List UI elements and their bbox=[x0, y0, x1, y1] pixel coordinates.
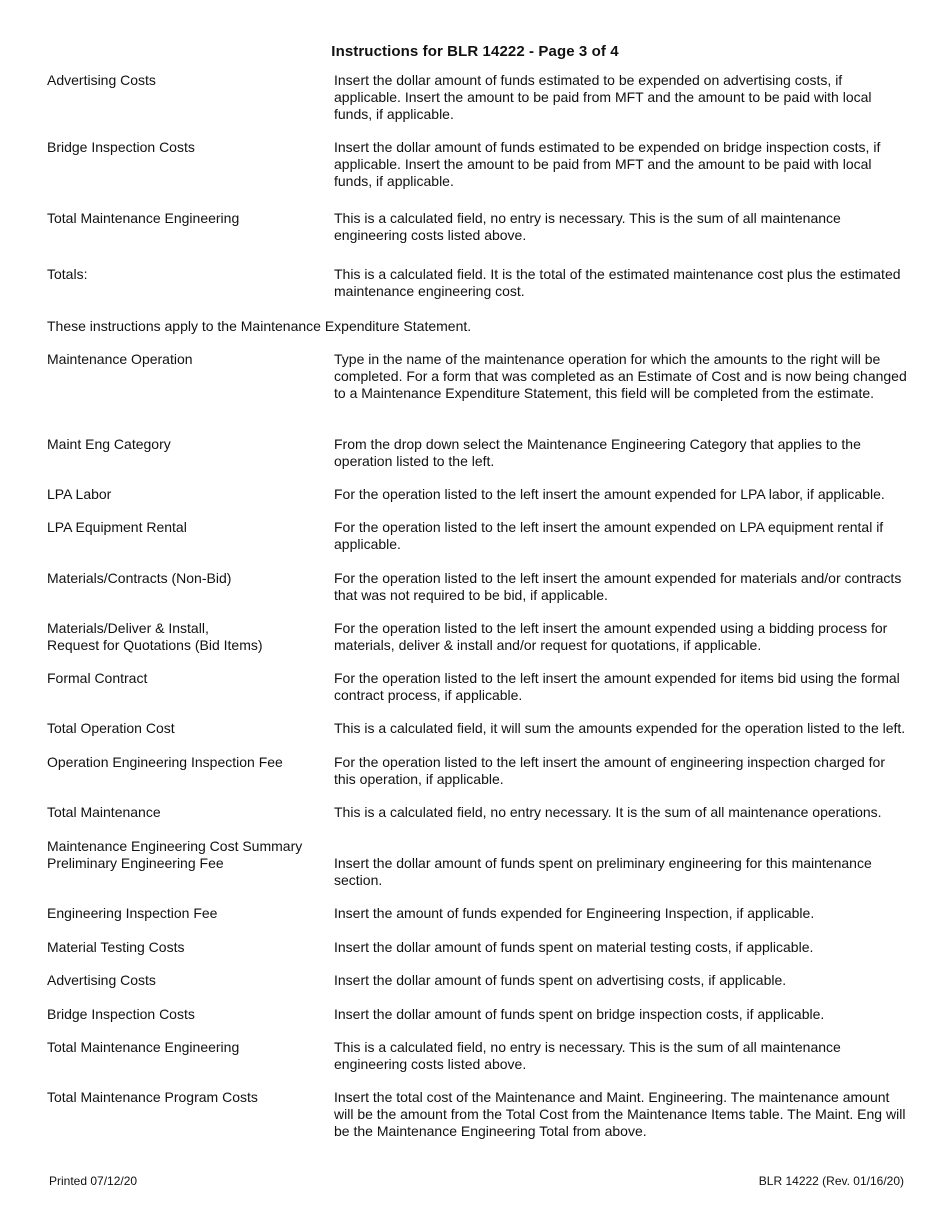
term-totals: Totals: bbox=[47, 266, 88, 282]
term-engineering-inspection-fee: Engineering Inspection Fee bbox=[47, 905, 218, 921]
desc-advertising-costs: Insert the dollar amount of funds estimated to be expended on advertising costs, if applicable. Insert the amount to be paid from MFT and the amount to be paid with local funds, if applicable. bbox=[334, 72, 872, 122]
term-materials-deliver-install: Materials/Deliver & Install, Request for Quotations (Bid Items) bbox=[47, 620, 263, 653]
desc-engineering-inspection-fee: Insert the amount of funds expended for Engineering Inspection, if applicable. bbox=[334, 905, 815, 921]
desc-total-maintenance-engineering-2: This is a calculated field, no entry is necessary. This is the sum of all maintenance engineering costs listed above. bbox=[334, 1039, 841, 1072]
term-material-testing-costs: Material Testing Costs bbox=[47, 939, 185, 955]
desc-total-maintenance-engineering: This is a calculated field, no entry is necessary. This is the sum of all maintenance engineering costs listed above. bbox=[334, 210, 841, 243]
term-lpa-labor: LPA Labor bbox=[47, 486, 112, 502]
term-formal-contract: Formal Contract bbox=[47, 670, 148, 686]
term-total-maintenance-engineering-2: Total Maintenance Engineering bbox=[47, 1039, 240, 1055]
desc-maintenance-operation: Type in the name of the maintenance operation for which the amounts to the right will be completed. For a form that was completed as an Estimate of Cost and is now being changed to a Maintenance Expenditure Statement, this field will be completed from the estimate. bbox=[334, 351, 907, 401]
desc-total-maintenance: This is a calculated field, no entry necessary. It is the sum of all maintenance operations. bbox=[334, 804, 882, 820]
page-title: Instructions for BLR 14222 - Page 3 of 4 bbox=[331, 43, 619, 60]
desc-bridge-inspection-costs: Insert the dollar amount of funds estimated to be expended on bridge inspection costs, if applicable. Insert the amount to be paid from MFT and the amount to be paid with local funds, if applicable. bbox=[334, 139, 881, 189]
desc-preliminary-engineering-fee: Insert the dollar amount of funds spent on preliminary engineering for this maintenance section. bbox=[334, 855, 872, 888]
desc-formal-contract: For the operation listed to the left insert the amount expended for items bid using the formal contract process, if applicable. bbox=[334, 670, 900, 703]
term-total-maintenance-engineering: Total Maintenance Engineering bbox=[47, 210, 240, 226]
term-total-operation-cost: Total Operation Cost bbox=[47, 720, 175, 736]
desc-lpa-equipment-rental: For the operation listed to the left insert the amount expended on LPA equipment rental if applicable. bbox=[334, 519, 884, 552]
section-note: These instructions apply to the Maintenance Expenditure Statement. bbox=[47, 318, 472, 334]
desc-bridge-inspection-costs-2: Insert the dollar amount of funds spent on bridge inspection costs, if applicable. bbox=[334, 1006, 825, 1022]
term-maintenance-operation: Maintenance Operation bbox=[47, 351, 193, 367]
term-advertising-costs-2: Advertising Costs bbox=[47, 972, 156, 988]
desc-total-maintenance-program-costs: Insert the total cost of the Maintenance and Maint. Engineering. The maintenance amount will be the amount from the Total Cost from the Maintenance Items table. The Maint. Eng will be the Maintenance Engineering Total from above. bbox=[334, 1089, 906, 1139]
desc-operation-engineering-inspection-fee: For the operation listed to the left insert the amount of engineering inspection charged for this operation, if applicable. bbox=[334, 754, 886, 787]
term-total-maintenance: Total Maintenance bbox=[47, 804, 161, 820]
desc-materials-contracts-non-bid: For the operation listed to the left insert the amount expended for materials and/or contracts that was not required to be bid, if applicable. bbox=[334, 570, 902, 603]
term-materials-contracts-non-bid: Materials/Contracts (Non-Bid) bbox=[47, 570, 232, 586]
term-operation-engineering-inspection-fee: Operation Engineering Inspection Fee bbox=[47, 754, 283, 770]
term-advertising-costs: Advertising Costs bbox=[47, 72, 156, 88]
footer-form-id: BLR 14222 (Rev. 01/16/20) bbox=[758, 1174, 904, 1188]
term-preliminary-engineering-fee: Maintenance Engineering Cost Summary Preliminary Engineering Fee bbox=[47, 838, 303, 871]
desc-maint-eng-category: From the drop down select the Maintenance Engineering Category that applies to the operation listed to the left. bbox=[334, 436, 861, 469]
term-maint-eng-category: Maint Eng Category bbox=[47, 436, 171, 452]
term-lpa-equipment-rental: LPA Equipment Rental bbox=[47, 519, 187, 535]
footer-printed-date: Printed 07/12/20 bbox=[49, 1174, 138, 1188]
term-bridge-inspection-costs: Bridge Inspection Costs bbox=[47, 139, 195, 155]
desc-material-testing-costs: Insert the dollar amount of funds spent on material testing costs, if applicable. bbox=[334, 939, 814, 955]
desc-totals: This is a calculated field. It is the total of the estimated maintenance cost plus the estimated maintenance engineering cost. bbox=[334, 266, 901, 299]
term-total-maintenance-program-costs: Total Maintenance Program Costs bbox=[47, 1089, 258, 1105]
desc-lpa-labor: For the operation listed to the left insert the amount expended for LPA labor, if applicable. bbox=[334, 486, 885, 502]
desc-materials-deliver-install: For the operation listed to the left insert the amount expended using a bidding process for materials, deliver & install and/or request for quotations, if applicable. bbox=[334, 620, 888, 653]
term-bridge-inspection-costs-2: Bridge Inspection Costs bbox=[47, 1006, 195, 1022]
desc-total-operation-cost: This is a calculated field, it will sum the amounts expended for the operation listed to the left. bbox=[334, 720, 906, 736]
desc-advertising-costs-2: Insert the dollar amount of funds spent on advertising costs, if applicable. bbox=[334, 972, 787, 988]
